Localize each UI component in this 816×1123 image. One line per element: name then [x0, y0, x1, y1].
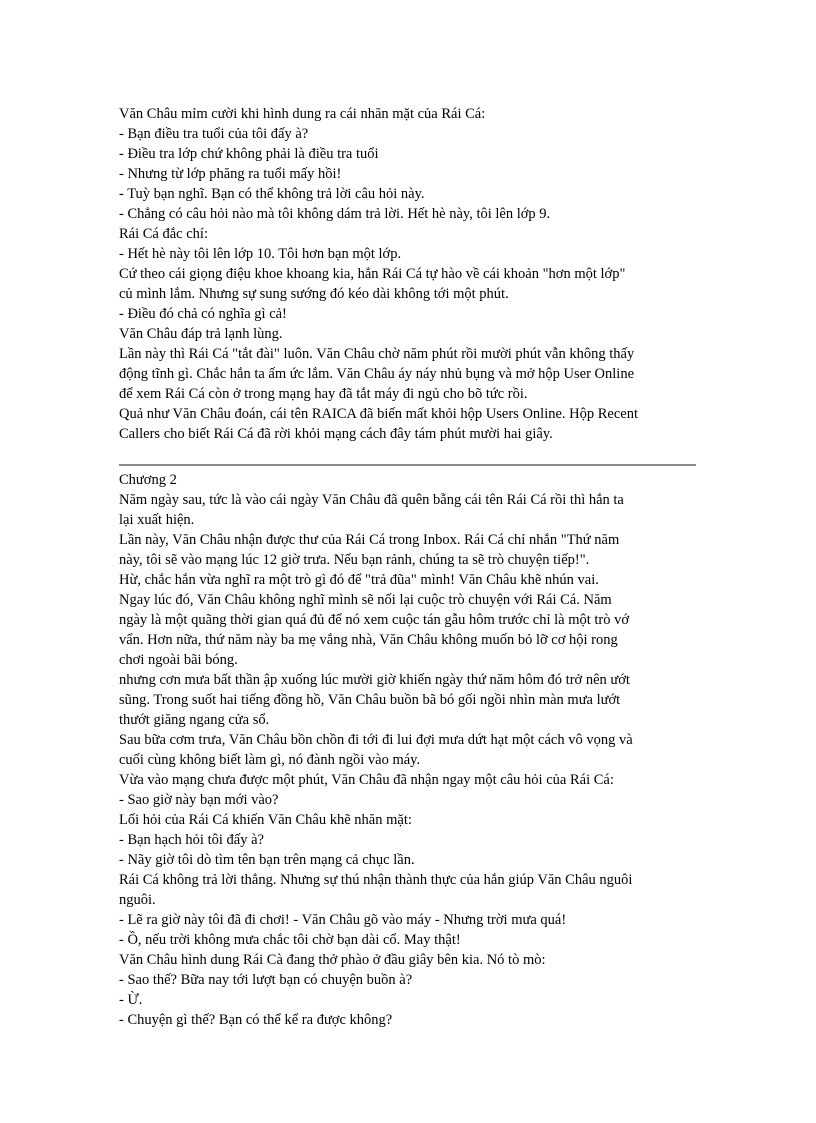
section-2-line: vẩn. Hơn nữa, thứ năm này ba mẹ vắng nhà, Văn Châu không muốn bỏ lỡ cơ hội rong — [119, 632, 618, 648]
section-2-line: sũng. Trong suốt hai tiếng đồng hồ, Văn Châu buồn bã bó gối ngồi nhìn màn mưa lướt — [119, 692, 621, 708]
section-1-line: - Chẳng có câu hỏi nào mà tôi không dám trả lời. Hết hè này, tôi lên lớp 9. — [119, 206, 551, 222]
chapter-heading: Chương 2 — [119, 472, 177, 488]
section-1-line: Callers cho biết Rái Cá đã rời khỏi mạng cách đây tám phút mười hai giây. — [119, 426, 553, 442]
section-2-line: Lối hỏi của Rái Cá khiến Văn Châu khẽ nhăn mặt: — [119, 812, 412, 828]
section-2-line: - Sao giờ này bạn mới vào? — [119, 792, 279, 808]
section-1-line: Văn Châu đáp trả lạnh lùng. — [119, 326, 283, 342]
section-1-line: - Tuỳ bạn nghĩ. Bạn có thể không trả lời câu hỏi này. — [119, 186, 425, 202]
section-1-line: Rái Cá đắc chí: — [119, 226, 208, 242]
section-2-line: - Chuyện gì thế? Bạn có thể kể ra được không? — [119, 1012, 393, 1028]
section-divider — [119, 464, 696, 466]
text-block-section-2 — [119, 470, 704, 1030]
section-2-line: - Ồ, nếu trời không mưa chắc tôi chờ bạn dài cổ. May thật! — [119, 932, 461, 948]
section-1-line: Văn Châu mỉm cười khi hình dung ra cái nhăn mặt của Rái Cá: — [119, 106, 486, 122]
section-2-line: Vừa vào mạng chưa được một phút, Văn Châu đã nhận ngay một câu hỏi của Rái Cá: — [119, 772, 614, 788]
section-2-line: thướt giăng ngang cửa sổ. — [119, 712, 270, 728]
section-1-line: - Bạn điều tra tuổi của tôi đấy à? — [119, 126, 309, 142]
section-2-line: Văn Châu hình dung Rái Cà đang thở phào ở đầu giây bên kia. Nó tò mò: — [119, 952, 546, 968]
section-2-line: ngày là một quãng thời gian quá đủ để nó xem cuộc tán gẫu hôm trước chỉ là một trò vớ — [119, 612, 630, 628]
section-1-line: - Điều đó chả có nghĩa gì cả! — [119, 306, 287, 322]
section-2-line: Ngay lúc đó, Văn Châu không nghĩ mình sẽ nối lại cuộc trò chuyện với Rái Cá. Năm — [119, 592, 612, 608]
section-1-line: Quả như Văn Châu đoán, cái tên RAICA đã biến mất khỏi hộp Users Online. Hộp Recent — [119, 406, 639, 422]
section-1-line: Lần này thì Rái Cá "tắt đài" luôn. Văn Châu chờ năm phút rồi mười phút vẫn không thấy — [119, 346, 635, 362]
section-2-line: Rái Cá không trả lời thẳng. Nhưng sự thú nhận thành thực của hắn giúp Văn Châu nguôi — [119, 872, 633, 888]
section-1-line: củ mình lắm. Nhưng sự sung sướng đó kéo dài không tới một phút. — [119, 286, 509, 302]
section-2-line: chơi ngoài bãi bóng. — [119, 652, 238, 668]
section-2-line: này, tôi sẽ vào mạng lúc 12 giờ trưa. Nếu bạn rảnh, chúng ta sẽ trò chuyện tiếp!". — [119, 552, 590, 568]
section-1-line: - Điều tra lớp chứ không phải là điều tra tuổi — [119, 146, 379, 162]
section-2-line: - Nãy giờ tôi dò tìm tên bạn trên mạng cả chục lần. — [119, 852, 415, 868]
section-1-line: - Nhưng từ lớp phăng ra tuổi mấy hồi! — [119, 166, 342, 182]
section-2-line: Năm ngày sau, tức là vào cái ngày Văn Châu đã quên bẵng cái tên Rái Cá rồi thì hắn ta — [119, 492, 624, 508]
section-2-line: lại xuất hiện. — [119, 512, 195, 528]
section-2-line: - Lẽ ra giờ này tôi đã đi chơi! - Văn Châu gõ vào máy - Nhưng trời mưa quá! — [119, 912, 567, 928]
section-2-line: Lần này, Văn Châu nhận được thư của Rái Cá trong Inbox. Rái Cá chỉ nhắn "Thứ năm — [119, 532, 620, 548]
section-2-line: - Sao thế? Bữa nay tới lượt bạn có chuyện buồn à? — [119, 972, 413, 988]
text-block-section-1 — [119, 104, 704, 444]
section-2-line: nhưng cơn mưa bất thần ập xuống lúc mười giờ khiến ngày thứ năm hôm đó trở nên ướt — [119, 672, 630, 688]
section-1-line: - Hết hè này tôi lên lớp 10. Tôi hơn bạn một lớp. — [119, 246, 402, 262]
section-1-line: động tĩnh gì. Chắc hắn ta ấm ức lắm. Văn Châu áy náy nhủ bụng và mở hộp User Online — [119, 366, 635, 382]
section-2-line: nguôi. — [119, 892, 156, 908]
section-2-line: - Bạn hạch hỏi tôi đấy à? — [119, 832, 264, 848]
section-2-line: - Ừ. — [119, 992, 143, 1008]
section-2-line: Sau bữa cơm trưa, Văn Châu bồn chồn đi tới đi lui đợi mưa dứt hạt một cách vô vọng và — [119, 732, 633, 748]
section-2-line: Hừ, chắc hắn vừa nghĩ ra một trò gì đó để "trả đũa" mình! Văn Châu khẽ nhún vai. — [119, 572, 599, 588]
section-1-line: Cứ theo cái giọng điệu khoe khoang kia, hẳn Rái Cá tự hào về cái khoản "hơn một lớp" — [119, 266, 626, 282]
section-2-line: cuối cùng không biết làm gì, nó đành ngồi vào máy. — [119, 752, 421, 768]
section-1-line: để xem Rái Cá còn ở trong mạng hay đã tắt máy đi ngủ cho bõ tức rồi. — [119, 386, 528, 402]
